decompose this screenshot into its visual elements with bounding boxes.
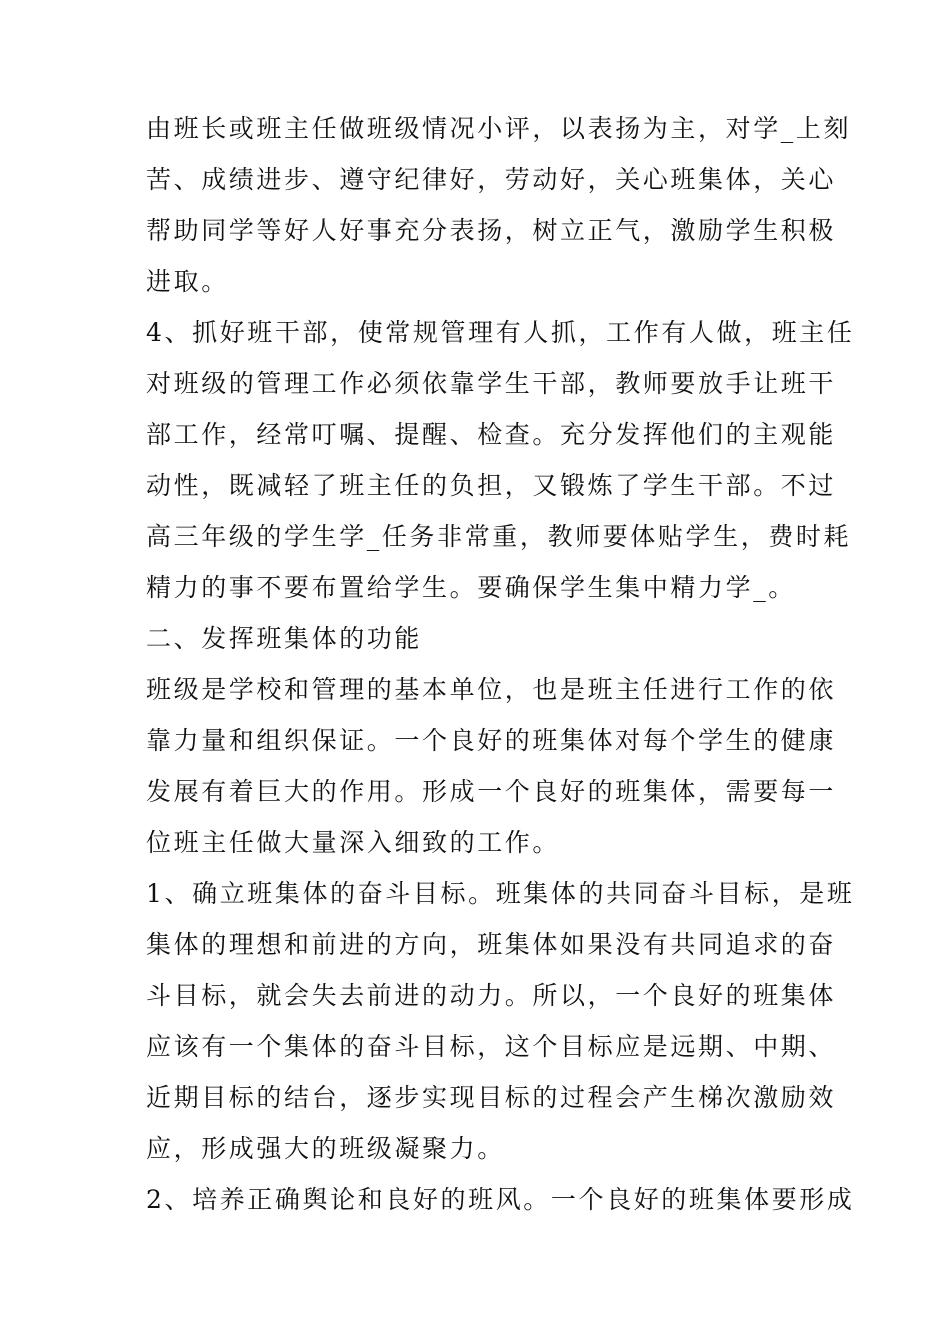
- text-line: 应该有一个集体的奋斗目标，这个目标应是远期、中期、: [146, 1032, 837, 1061]
- text-line: 集体的理想和前进的方向，班集体如果没有共同追求的奋: [146, 930, 837, 959]
- paragraph-p6: [146, 1174, 855, 1225]
- text-line: 苦、成绩进步、遵守纪律好，劳动好，关心班集体，关心: [146, 165, 837, 194]
- text-line: 部工作，经常叮嘱、提醒、检查。充分发挥他们的主观能: [146, 420, 837, 449]
- text-line: 进取。: [146, 267, 229, 296]
- paragraph-p1: [146, 103, 852, 307]
- text-line: 应，形成强大的班级凝聚力。: [146, 1134, 505, 1163]
- section-heading: [146, 613, 808, 664]
- text-line: 对班级的管理工作必须依靠学生干部，教师要放手让班干: [146, 369, 837, 398]
- text-line: 斗目标，就会失去前进的动力。所以，一个良好的班集体: [146, 981, 837, 1010]
- text-line: 动性，既减轻了班主任的负担，又锻炼了学生干部。不过: [146, 471, 837, 500]
- text-line: 由班长或班主任做班级情况小评，以表扬为主，对学_上刻: [146, 114, 852, 143]
- text-line: 高三年级的学生学_任务非常重，教师要体贴学生，费时耗: [146, 522, 852, 551]
- text-line: 2、培养正确舆论和良好的班风。一个良好的班集体要形成: [146, 1185, 855, 1214]
- text-line: 4、抓好班干部，使常规管理有人抓，工作有人做，班主任: [146, 318, 855, 347]
- text-line: 1、确立班集体的奋斗目标。班集体的共同奋斗目标，是班: [146, 879, 855, 908]
- text-line: 发展有着巨大的作用。形成一个良好的班集体，需要每一: [146, 777, 837, 806]
- text-line: 精力的事不要布置给学生。要确保学生集中精力学_。: [146, 573, 796, 602]
- paragraph-p2: [146, 307, 855, 613]
- paragraph-p4: [146, 664, 837, 868]
- paragraph-p5: [146, 868, 855, 1174]
- text-line: 靠力量和组织保证。一个良好的班集体对每个学生的健康: [146, 726, 837, 755]
- text-line: 位班主任做大量深入细致的工作。: [146, 828, 561, 857]
- text-line: 帮助同学等好人好事充分表扬，树立正气，激励学生积极: [146, 216, 837, 245]
- heading-line: 二、发挥班集体的功能: [146, 624, 423, 653]
- text-line: 班级是学校和管理的基本单位，也是班主任进行工作的依: [146, 675, 837, 704]
- text-line: 近期目标的结台，逐步实现目标的过程会产生梯次激励效: [146, 1083, 837, 1112]
- document-body: [146, 103, 855, 1225]
